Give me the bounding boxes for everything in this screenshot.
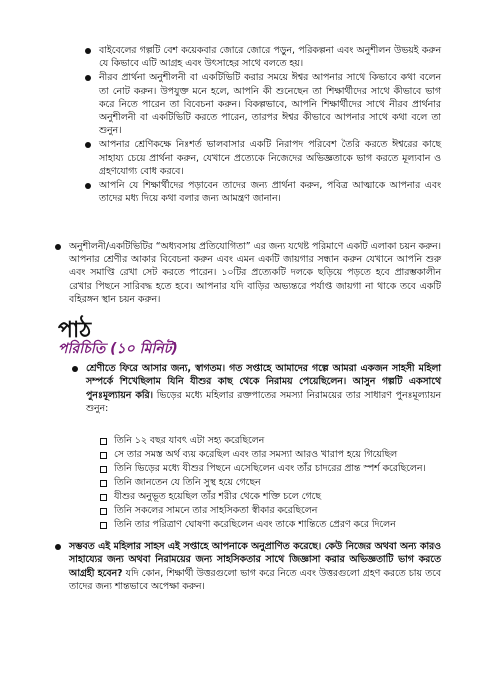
list-item [100, 518, 440, 531]
list-item-text: আপনি যে শিক্ষার্থীদের পড়াবেন তাদের জন্য প্রার্থনা করুন, পবিত্র আত্মাকে আপনার এবং তাদের মধ্য দিয়ে কথা বলার জন্য আমন্ত্রণ জানান। [99, 180, 441, 205]
list-item-text: আপনার শ্রেণিকক্ষে নিঃশর্ত ভালবাসার একটি নিরাপদ পরিবেশ তৈরি করতে ঈশ্বরের কাছে সাহায্য চেয়ে প্রার্থনা করুন, যেখানে প্রত্যেকে নিজেদের অভিজ্ঞতাকে ভাগ করতে মূল্যবান ও গ্রহণযোগ্য বোধ করবে। [99, 139, 441, 177]
fact-text: তিনি সকলের সামনে তার সাহসিকতা স্বীকার করেছিলেন [114, 505, 318, 516]
list-item [55, 240, 441, 306]
fact-text: সে তার সমস্ত অর্থ ব্যয় করেছিল এবং তার সমস্যা আরও খারাপ হয়ে গিয়েছিল [114, 449, 398, 460]
list-item [55, 540, 441, 594]
checkbox-bullet-icon [100, 494, 107, 501]
checkbox-bullet-icon [100, 452, 107, 459]
list-item-text: নীরব প্রার্থনা অনুশীলনী বা একটিভিটি করার সময়ে ঈশ্বর আপনার সাথে কিভাবে কথা বলেন তা নোট করুন। উপযুক্ত মনে হলে, আপনি কী শুনেছেন তা শিক্ষার্থীদের সাথে কীভাবে ভাগ করে নিতে পারেন তা বিবেচনা করুন। বিকল্পভাবে, আপনি শিক্ষার্থীদের সাথে নীরব প্রার্থনার অনুশীলনী বা একটিভিটি করতে পারেন, তারপর ঈশ্বর কীভাবে আপনার সাথে কথা বলে তা শুনুন। [99, 72, 441, 137]
bullet-icon [85, 48, 91, 54]
lesson-heading: পাঠ [58, 317, 92, 343]
fact-text: তিনি ১২ বছর যাবৎ এটা সহ্য করেছিলেন [114, 435, 265, 446]
list-item [85, 44, 441, 70]
bullet-icon [55, 544, 61, 550]
bullet-icon [85, 75, 91, 81]
story-text: ভিড়ের মধ্যে মহিলার রক্তপাতের সমস্যা নিরাময়ের তার সাধারণ পুনঃমূল্যায়ন শুনুন: [86, 389, 441, 415]
prompt-bold-text: সম্ভবত এই মহিলার সাহস এই সপ্তাহে আপনাকে অনুপ্রাণিত করেছে। কেউ নিজের অথবা অন্য কারও সাহায্যের জন্য অথবা নিরাময়ের জন্য সাহসিকতার সাথে জিজ্ঞাসা করার অভিজ্ঞতাটি ভাগ করতে আগ্রহী হবেন? [69, 541, 441, 579]
checkbox-bullet-icon [100, 466, 107, 473]
introduction-subheading: পরিচিতি (১০ মিনিট) [58, 341, 178, 357]
bullet-icon [72, 366, 78, 372]
fact-text: তিনি তার পরিত্রাণ ঘোষণা করেছিলেন এবং তাকে শান্তিতে প্রেরণ করে দিলেন [114, 519, 396, 530]
list-item [85, 138, 441, 178]
discussion-prompt [55, 540, 441, 594]
list-item-text: বাইবেলের গল্পটি বেশ কয়েকবার জোরে জোরে পড়ুন, পরিকল্পনা এবং অনুশীলন উভয়ই করুন যে কিভাবে এটি আগ্রহ এবং উৎসাহের সাথে বলতে হয়। [99, 45, 441, 70]
checkbox-bullet-icon [100, 508, 107, 515]
list-item [100, 462, 440, 475]
story-bold-text: শ্রেণীতে ফিরে আসার জন্য, স্বাগতম। গত সপ্তাহে আমাদের গল্পে আমরা একজন সাহসী মহিলা সম্পর্কে শিখেছিলাম যিনি যীশুর কাছ থেকে নিরাময় পেয়েছিলেন। আসুন গল্পটি একসাথে পুনঃমূল্যায়ন করি। [86, 363, 441, 401]
list-item [85, 179, 441, 205]
list-item [100, 504, 440, 517]
paragraph-text: অনুশীলনী/একটিভিটির “অধ্যবসায় প্রতিযোগিতা” এর জন্য যথেষ্ট পরিমাণে একটি এলাকা চয়ন করুন। আপনার শ্রেণীর আকার বিবেচনা করুন এবং এমন একটি জায়গার সন্ধান করুন যেখানে আপনি শুরু এবং সমাপ্তি রেখা সেট করতে পারেন। ১০টির প্রত্যেকটি দলকে ছড়িয়ে পড়তে হবে প্রারম্ভকালীন রেখার পিছনে সারিবদ্ধ হতে হবে। আপনার যদি বাড়ির অভ্যন্তরে পর্যাপ্ত জায়গা না থাকে তবে একটি বহিরঙ্গন স্থান চয়ন করুন। [69, 241, 441, 305]
story-recap [72, 362, 441, 416]
list-item [100, 476, 440, 489]
bullet-icon [85, 142, 91, 148]
list-item [85, 71, 441, 137]
bullet-icon [55, 244, 61, 250]
fact-text: যীশুর অনুভূত হয়েছিল তাঁর শরীর থেকে শক্তি চলে গেছে [114, 491, 321, 502]
list-item [100, 490, 440, 503]
story-facts-list [100, 434, 440, 532]
prompt-text: যদি কোন, শিক্ষার্থী উত্তরগুলো ভাগ করে নিতে এবং উত্তরগুলো গ্রহণ করতে চায় তবে তাদের জন্য শান্তভাবে অপেক্ষা করুন। [69, 567, 441, 593]
preparation-sub-list [85, 44, 441, 206]
list-item [72, 362, 441, 416]
checkbox-bullet-icon [100, 522, 107, 529]
bullet-icon [85, 183, 91, 189]
activity-paragraph [55, 240, 441, 306]
fact-text: তিনি জানতেন যে তিনি সুস্থ হয়ে গেছেন [114, 477, 261, 488]
fact-text: তিনি ভিড়ের মধ্যে যীশুর পিছনে এসেছিলেন এবং তাঁর চাদরের প্রান্ত স্পর্শ করেছিলেন। [114, 463, 426, 474]
list-item [100, 434, 440, 447]
list-item [100, 448, 440, 461]
checkbox-bullet-icon [100, 480, 107, 487]
checkbox-bullet-icon [100, 438, 107, 445]
